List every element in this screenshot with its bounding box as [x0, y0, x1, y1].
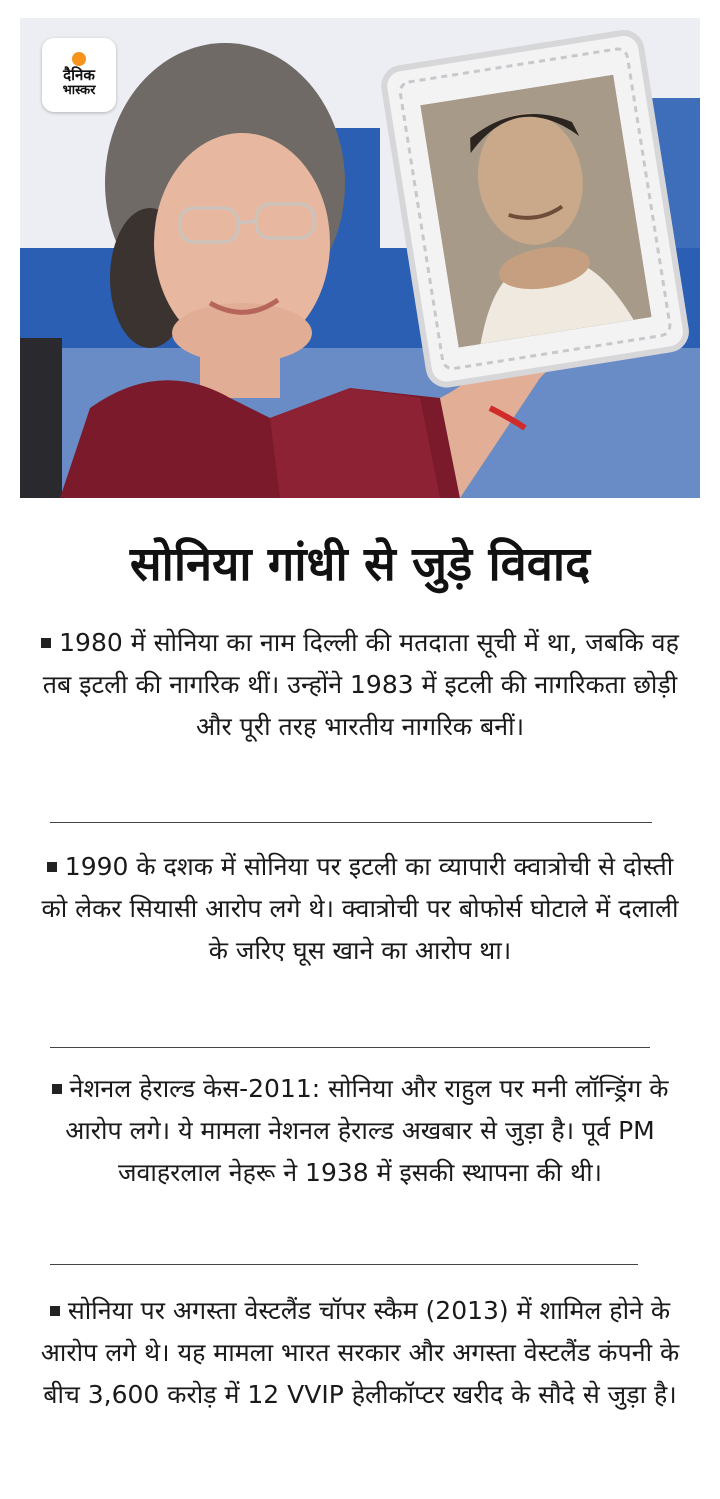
point-text: 1990 के दशक में सोनिया पर इटली का व्यापारी क्वात्रोची से दोस्ती को लेकर सियासी आरोप लगे थे। क्वात्रोची पर बोफोर्स घोटाले में दलाली के जरिए घूस खाने का आरोप था। [41, 852, 679, 965]
controversy-point-3 [36, 1068, 684, 1194]
dainik-bhaskar-logo [42, 38, 116, 112]
controversy-point-4 [36, 1290, 684, 1416]
hero-photo-illustration [20, 18, 700, 498]
bullet-icon [50, 1306, 60, 1316]
bullet-icon [41, 638, 51, 648]
divider [50, 1047, 650, 1048]
controversy-point-2 [36, 846, 684, 972]
logo-text-line2: भास्कर [62, 83, 96, 99]
hero-photo [20, 18, 700, 498]
logo-text-line1: दैनिक [63, 66, 95, 85]
point-text: नेशनल हेराल्ड केस-2011: सोनिया और राहुल पर मनी लॉन्ड्रिंग के आरोप लगे। ये मामला नेशनल हेराल्ड अखबार से जुड़ा है। पूर्व PM जवाहरलाल नेहरू ने 1938 में इसकी स्थापना की थी। [65, 1074, 669, 1187]
controversy-point-1 [36, 622, 684, 748]
point-text: 1980 में सोनिया का नाम दिल्ली की मतदाता सूची में था, जबकि वह तब इटली की नागरिक थीं। उन्होंने 1983 में इटली की नागरिकता छोड़ी और पूरी तरह भारतीय नागरिक बनीं। [42, 628, 679, 741]
headline: सोनिया गांधी से जुड़े विवाद [129, 537, 591, 592]
bullet-icon [47, 862, 57, 872]
sun-icon [72, 52, 86, 66]
divider [50, 822, 652, 823]
bullet-icon [52, 1084, 62, 1094]
point-text: सोनिया पर अगस्ता वेस्टलैंड चॉपर स्कैम (2013) में शामिल होने के आरोप लगे थे। यह मामला भारत सरकार और अगस्ता वेस्टलैंड कंपनी के बीच 3,600 करोड़ में 12 VVIP हेलीकॉप्टर खरीद के सौदे से जुड़ा है। [40, 1296, 680, 1409]
divider [50, 1264, 638, 1265]
